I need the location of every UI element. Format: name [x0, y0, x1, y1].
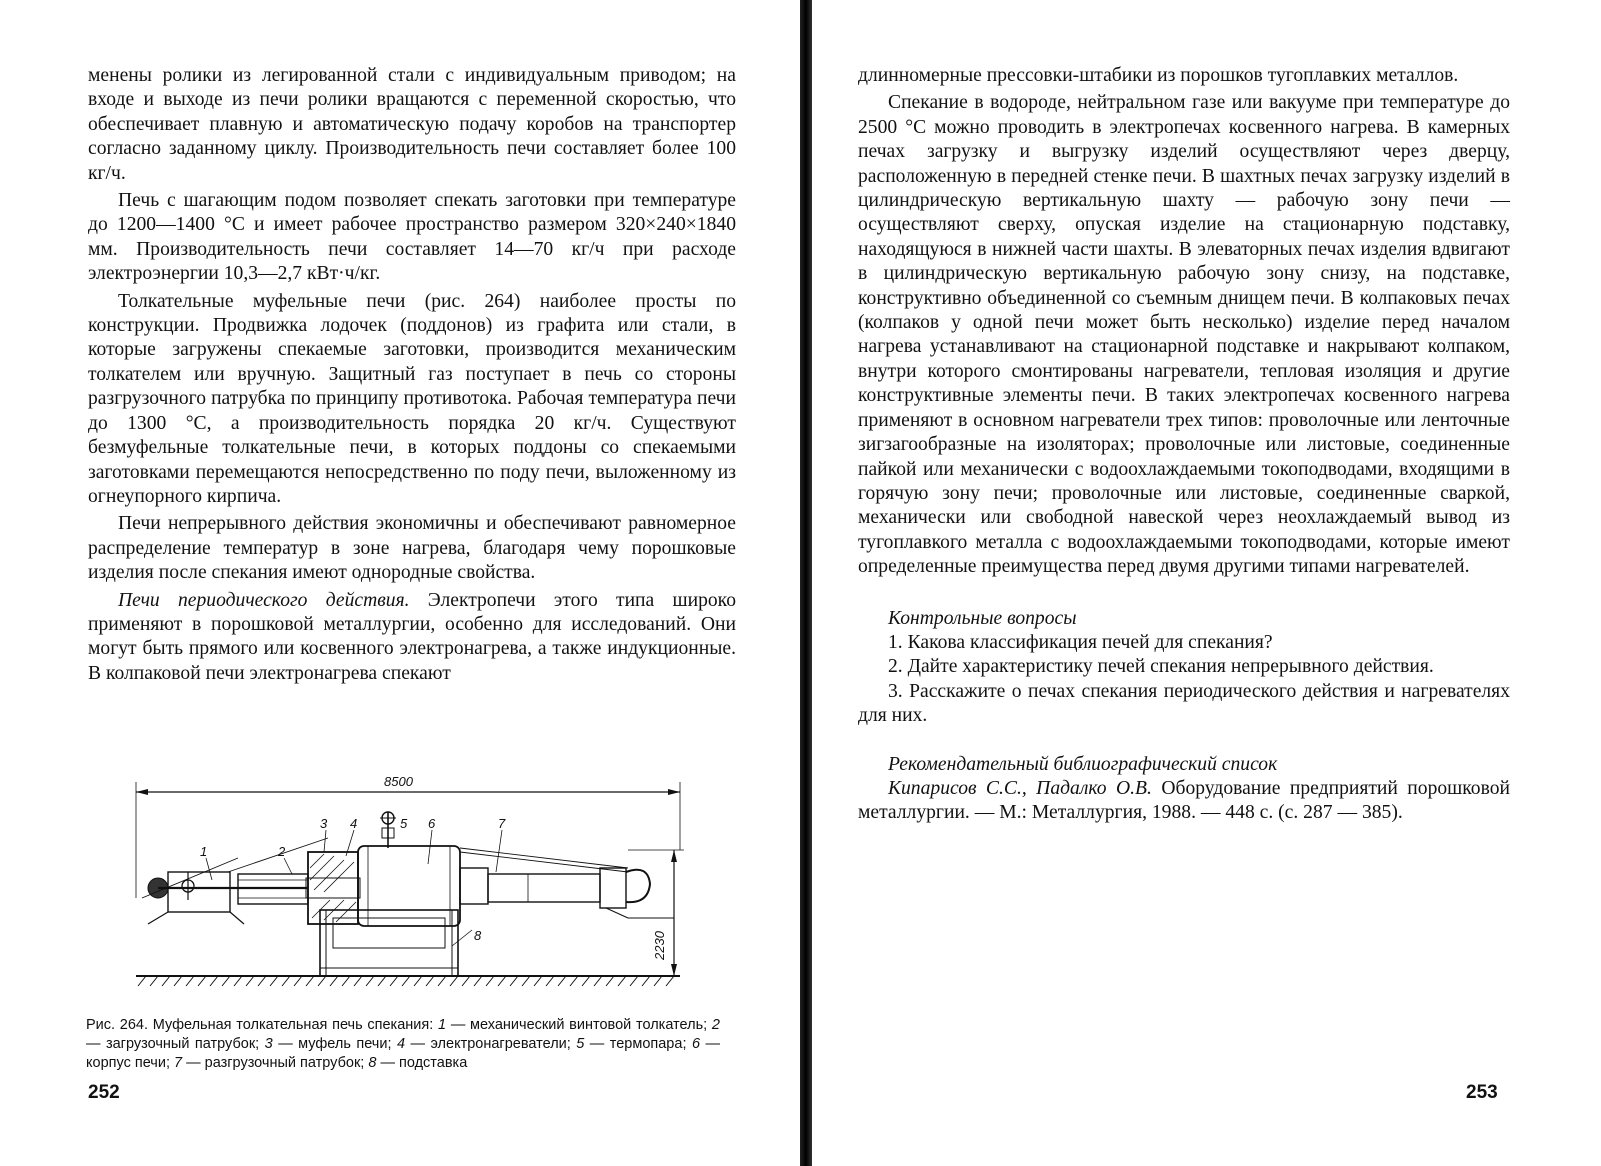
bibliography-details: Оборудование предприятий порошковой металлургии. — М.: Металлургия, 1988. — 448 с. (с. 287 — 385). [858, 777, 1510, 824]
caption-part: — загрузочный патрубок; [86, 1036, 265, 1052]
right-text-column [858, 64, 1510, 829]
figure-caption [86, 1016, 720, 1073]
caption-part: 2 [711, 1017, 720, 1033]
furnace-figure [128, 768, 688, 998]
questions-heading: Контрольные вопросы [888, 607, 1077, 629]
dimension-length: 8500 [384, 774, 413, 789]
page-number-right: 253 [1466, 1082, 1498, 1103]
caption-part: — термопара; [584, 1036, 692, 1052]
caption-part: 7 [174, 1055, 183, 1071]
question-2: 2. Дайте характеристику печей спекания непрерывного действия. [888, 656, 1434, 678]
paragraph-continuation: длинномерные прессовки-штабики из порошков тугоплавких металлов. [858, 65, 1459, 86]
caption-part: — разгрузочный патрубок; [182, 1055, 369, 1071]
book-gutter [800, 0, 812, 1166]
bibliography-authors: Кипарисов С.С., Падалко О.В. [888, 777, 1152, 799]
left-page [0, 0, 800, 1166]
caption-part: Рис. 264. Муфельная толкательная печь спекания: [86, 1017, 438, 1033]
question-3: 3. Расскажите о печах спекания периодического действия и нагревателях для них. [858, 680, 1510, 727]
paragraph-continuous-furnaces: Печи непрерывного действия экономичны и обеспечивают равномерное распределение температур в зоне нагрева, благодаря чему порошковые изделия после спекания имеют однородные свойства. [88, 513, 736, 584]
figure-label-6: 6 [428, 816, 436, 831]
dimension-height: 2230 [652, 931, 667, 960]
caption-part: 3 [264, 1036, 273, 1052]
caption-part: 8 [368, 1055, 377, 1071]
paragraph-batch-furnaces [88, 589, 736, 687]
right-page [812, 0, 1601, 1166]
figure-label-3: 3 [320, 816, 328, 831]
paragraph-pusher-furnaces: Толкательные муфельные печи (рис. 264) наиболее просты по конструкции. Продвижка лодочек (поддонов) из графита или стали, в которые загружены спекаемые заготовки, производится механическим толкателем или вручную. Защитный газ поступает в печь со стороны разгрузочного патрубка по принципу противотока. Рабочая температура печи до 1300 °С, а производительность порядка 20 кг/ч. Существуют безмуфельные толкательные печи, в которых поддоны со спекаемыми заготовками перемещаются непосредственно по поду печи, выложенному из огнеупорного кирпича. [88, 290, 736, 507]
caption-part: — корпус печи; [86, 1036, 720, 1071]
figure-label-5: 5 [400, 816, 408, 831]
caption-part: — механический винтовой толкатель; [446, 1017, 712, 1033]
caption-part: — подставка [376, 1055, 468, 1071]
figure-label-7: 7 [498, 816, 506, 831]
left-text-column [88, 64, 736, 689]
figure-label-8: 8 [474, 928, 482, 943]
paragraph-walking-hearth: Печь с шагающим подом позволяет спекать заготовки при температуре до 1200—1400 °С и имеет рабочее пространство размером 320×240×1840 мм. Производительность печи составляет 14—70 кг/ч при расходе электроэнергии 10,3—2,7 кВт·ч/кг. [88, 190, 736, 285]
caption-part: 5 [576, 1036, 585, 1052]
paragraph-indirect-heating: Спекание в водороде, нейтральном газе или вакууме при температуре до 2500 °С можно проводить в электропечах косвенного нагрева. В камерных печах загрузку и выгрузку изделий осуществляют через дверцу, расположенную в передней стенке печи. В шахтных печах загрузку изделий в цилиндрическую вертикальную шахту — рабочую зону печи — осуществляют сверху, опуская изделие на стационарную подставку, находящуюся в нижней части шахты. В элеваторных печах изделия вдвигают в цилиндрическую вертикальную рабочую зону снизу, на подставке, конструктивно объединенной со съемным днищем печи. В колпаковых печах (колпаков у одной печи может быть несколько) изделие перед началом нагрева устанавливают на стационарной подставке и накрывают колпаком, внутри которого смонтированы нагреватели, тепловая изоляция и другие конструктивные элементы печи. В таких электропечах косвенного нагрева применяют в основном нагреватели трех типов: проволочные или ленточные зигзагообразные на изоляторах; проволочные или листовые, соединенные пайкой или механически с водоохлаждаемыми токоподводами, входящими в горячую зону печи; проволочные или листовые, соединенные сваркой, механически или свободной навеской через неохлаждаемый вывод из тугоплавкого металла с водоохлаждаемыми токоподводами, которые имеют определенные преимущества перед двумя другими типами нагревателей. [858, 92, 1510, 578]
page-number-left: 252 [88, 1082, 120, 1103]
caption-part: 6 [691, 1036, 701, 1052]
figure-label-1: 1 [200, 844, 208, 859]
caption-part: — электронагреватели; [405, 1036, 577, 1052]
caption-part: 1 [438, 1017, 447, 1033]
bibliography-entry [858, 777, 1510, 826]
figure-label-2: 2 [278, 844, 286, 859]
question-1: 1. Какова классификация печей для спекания? [888, 631, 1273, 653]
figure-label-4: 4 [350, 816, 358, 831]
paragraph-continuation: менены ролики из легированной стали с индивидуальным приводом; на входе и выходе из печи ролики вращаются с переменной скоростью, что обеспечивает плавную и автоматическую подачу коробов на транспортер согласно заданному циклу. Производительность печи составляет более 100 кг/ч. [88, 65, 736, 184]
paragraph-body: Электропечи этого типа широко применяют в порошковой металлургии, особенно для исследований. Они могут быть прямого или косвенного электронагрева, а также индукционные. В колпаковой печи электронагрева спекают [88, 589, 736, 684]
caption-part: 4 [396, 1036, 406, 1052]
paragraph-lead: Печи периодического действия. [118, 589, 410, 611]
caption-part: — муфель печи; [272, 1036, 397, 1052]
bibliography-heading: Рекомендательный библиографический список [888, 753, 1278, 775]
